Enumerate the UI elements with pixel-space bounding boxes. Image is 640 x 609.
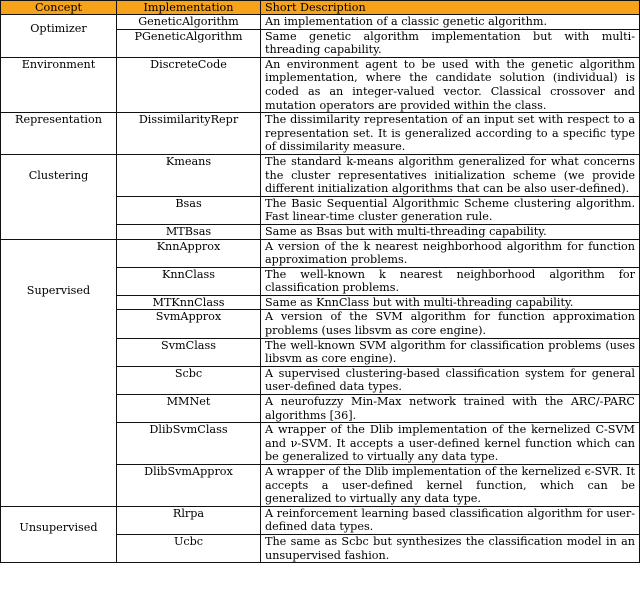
implementation-cell: DlibSvmApprox [117,465,261,507]
description-cell: A supervised clustering-based classification system for general user-defined data types. [261,366,640,394]
concept-cell: Representation [1,113,117,155]
table-row [1,506,640,534]
implementation-cell: Scbc [117,366,261,394]
table-row [1,154,640,196]
implementation-cell: Bsas [117,196,261,224]
concept-cell: Supervised [1,239,117,506]
description-cell: An environment agent to be used with the genetic algorithm implementation, where the candidate solution (individual) is coded as an integer-valued vector. Classical crossover and mutation operators are provided within the class. [261,57,640,112]
implementation-cell: PGeneticAlgorithm [117,29,261,57]
implementation-cell: Rlrpa [117,506,261,534]
description-cell: The Basic Sequential Algorithmic Scheme clustering algorithm. Fast linear-time cluster generation rule. [261,196,640,224]
implementation-cell: SvmApprox [117,310,261,338]
header-description: Short Description [261,1,640,15]
description-cell: An implementation of a classic genetic algorithm. [261,15,640,30]
table-row [1,57,640,112]
table-row [1,113,640,155]
description-cell [261,154,640,196]
description-cell: A neurofuzzy Min-Max network trained with the ARC/-PARC algorithms [36]. [261,395,640,423]
implementation-cell: KnnApprox [117,239,261,267]
implementation-cell: MTKnnClass [117,295,261,310]
description-cell: The same as Scbc but synthesizes the classification model in an unsupervised fashion. [261,534,640,562]
description-cell: Same genetic algorithm implementation but with multi-threading capability. [261,29,640,57]
header-implementation: Implementation [117,1,261,15]
header-concept: Concept [1,1,117,15]
concept-cell: Environment [1,57,117,112]
implementation-cell: MTBsas [117,224,261,239]
description-cell: A wrapper of the Dlib implementation of the kernelized ϵ-SVR. It accepts a user-defined kernel function, which can be generalized to virtually any data type. [261,465,640,507]
description-cell: Same as KnnClass but with multi-threading capability. [261,295,640,310]
description-cell: The well-known SVM algorithm for classification problems (uses libsvm as core engine). [261,338,640,366]
implementation-cell: Ucbc [117,534,261,562]
description-cell: A wrapper of the Dlib implementation of the kernelized C-SVM and ν-SVM. It accepts a user-defined kernel function which can be generalized to virtually any data type. [261,423,640,465]
description-cell: A version of the SVM algorithm for function approximation problems (uses libsvm as core engine). [261,310,640,338]
implementation-cell: DlibSvmClass [117,423,261,465]
description-cell: Same as Bsas but with multi-threading capability. [261,224,640,239]
implementation-cell: SvmClass [117,338,261,366]
table-row [1,15,640,30]
concept-cell: Unsupervised [1,506,117,562]
description-text: The standard k-means algorithm generalized for what concerns the cluster representatives initialization scheme (we provide different initialization algorithms that can be also user-defined). [265,154,635,196]
implementation-cell: KnnClass [117,267,261,295]
description-cell: A reinforcement learning based classification algorithm for user-defined data types. [261,506,640,534]
description-cell: The dissimilarity representation of an input set with respect to a representation set. It is generalized according to a specific type of dissimilarity measure. [261,113,640,155]
description-cell: A version of the k nearest neighborhood algorithm for function approximation problems. [261,239,640,267]
table-row [1,239,640,267]
header-row [1,1,640,15]
concept-cell: Clustering [1,154,117,239]
description-cell: The well-known k nearest neighborhood algorithm for classification problems. [261,267,640,295]
implementation-cell: MMNet [117,395,261,423]
implementation-cell: DissimilarityRepr [117,113,261,155]
implementation-cell: GeneticAlgorithm [117,15,261,30]
implementation-cell: DiscreteCode [117,57,261,112]
concept-cell: Optimizer [1,15,117,58]
implementation-cell: Kmeans [117,154,261,196]
